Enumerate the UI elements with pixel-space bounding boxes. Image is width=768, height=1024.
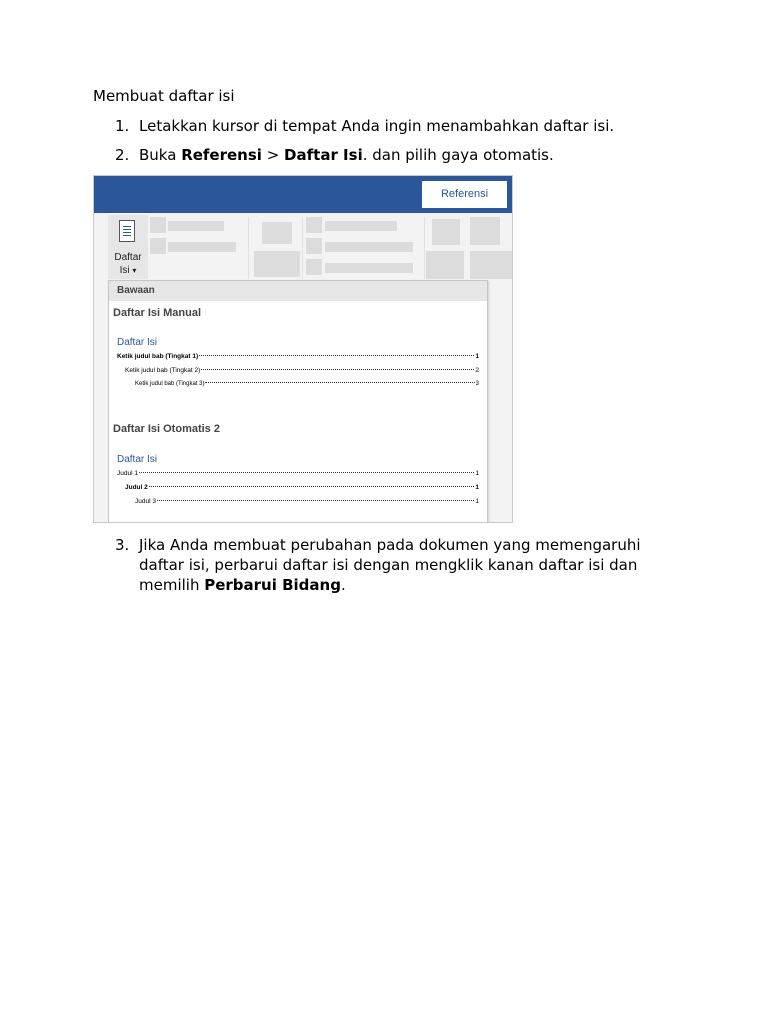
toc-button-label-1: Daftar <box>114 252 142 263</box>
ribbon-placeholder <box>254 251 300 277</box>
ribbon-placeholder <box>306 259 322 275</box>
ribbon-placeholder <box>432 219 460 245</box>
ribbon-tab-bar <box>94 176 513 213</box>
step-text-part: . <box>340 576 346 594</box>
toc-button-label-2: Isi <box>119 265 130 276</box>
ribbon-separator <box>424 217 425 279</box>
toc-preview-heading: Daftar Isi <box>117 454 158 465</box>
document-list-icon <box>119 220 135 242</box>
toc-leader <box>199 355 474 356</box>
tab-referensi[interactable]: Referensi <box>422 181 507 208</box>
toc-preview-line <box>135 496 479 507</box>
toc-preview-line <box>135 379 479 390</box>
bold-daftar-isi: Daftar Isi <box>284 146 363 164</box>
ribbon-separator <box>302 217 303 279</box>
toc-line-page: 1 <box>475 353 479 360</box>
step-text-part: . dan pilih gaya otomatis. <box>362 146 554 164</box>
step-text-part: > <box>261 146 285 164</box>
toc-leader <box>139 472 474 473</box>
ribbon-placeholder <box>168 242 236 252</box>
ribbon-body <box>94 213 513 283</box>
step-number: 3. <box>115 536 130 554</box>
gallery-section-header: Bawaan <box>109 281 487 301</box>
ribbon-placeholder <box>306 238 322 254</box>
document-heading: Membuat daftar isi <box>93 87 235 105</box>
bold-referensi: Referensi <box>181 146 262 164</box>
toc-leader <box>157 500 474 501</box>
ribbon-placeholder <box>325 242 413 252</box>
step-text <box>139 145 684 165</box>
ribbon-placeholder <box>470 251 513 279</box>
toc-line-text: Judul 2 <box>125 484 148 491</box>
chevron-down-icon: ▾ <box>132 266 137 275</box>
toc-preview-line <box>117 468 479 479</box>
option-title: Daftar Isi Manual <box>113 307 202 319</box>
ribbon-placeholder <box>306 217 322 233</box>
ribbon-placeholder <box>150 238 166 254</box>
toc-line-text: Ketik judul bab (Tingkat 3) <box>135 381 205 387</box>
toc-gallery-dropdown <box>108 280 488 523</box>
ribbon-placeholder <box>325 263 413 273</box>
toc-preview-line <box>117 351 479 362</box>
toc-line-page: 3 <box>475 381 479 387</box>
ribbon-placeholder <box>168 221 224 231</box>
ribbon-placeholder <box>325 221 397 231</box>
ribbon-placeholder <box>150 217 166 233</box>
toc-preview-heading: Daftar Isi <box>117 337 158 348</box>
toc-line-page: 1 <box>475 470 479 477</box>
toc-preview-line <box>125 482 479 493</box>
toc-button-label <box>108 251 148 277</box>
step-number: 1. <box>115 117 130 135</box>
toc-line-page: 2 <box>475 367 479 374</box>
step-text-part: Jika Anda membuat perubahan pada dokumen yang memengaruhi daftar isi, perbarui daftar isi dengan mengklik kanan daftar isi dan memilih <box>139 536 641 594</box>
ribbon-placeholder <box>426 251 464 279</box>
toc-leader <box>205 382 474 383</box>
toc-line-page: 1 <box>475 498 479 505</box>
word-screenshot <box>93 175 513 523</box>
ribbon-placeholder <box>262 222 292 244</box>
bold-perbarui-bidang: Perbarui Bidang <box>204 576 341 594</box>
toc-line-text: Judul 1 <box>117 470 138 477</box>
ribbon-placeholder <box>470 217 500 245</box>
ribbon-separator <box>248 217 249 279</box>
step-text: Letakkan kursor di tempat Anda ingin menambahkan daftar isi. <box>139 117 615 135</box>
toc-button[interactable] <box>108 215 148 279</box>
toc-preview-line <box>125 365 479 376</box>
toc-leader <box>149 486 475 487</box>
step-text-part: Buka <box>139 146 182 164</box>
toc-line-text: Judul 3 <box>135 498 156 505</box>
step-text <box>139 535 684 595</box>
option-title: Daftar Isi Otomatis 2 <box>113 423 220 435</box>
toc-line-text: Ketik judul bab (Tingkat 2) <box>125 367 201 374</box>
toc-leader <box>201 369 474 370</box>
toc-line-text: Ketik judul bab (Tingkat 1) <box>117 353 199 360</box>
toc-line-page: 1 <box>475 484 479 491</box>
step-number: 2. <box>115 146 130 164</box>
